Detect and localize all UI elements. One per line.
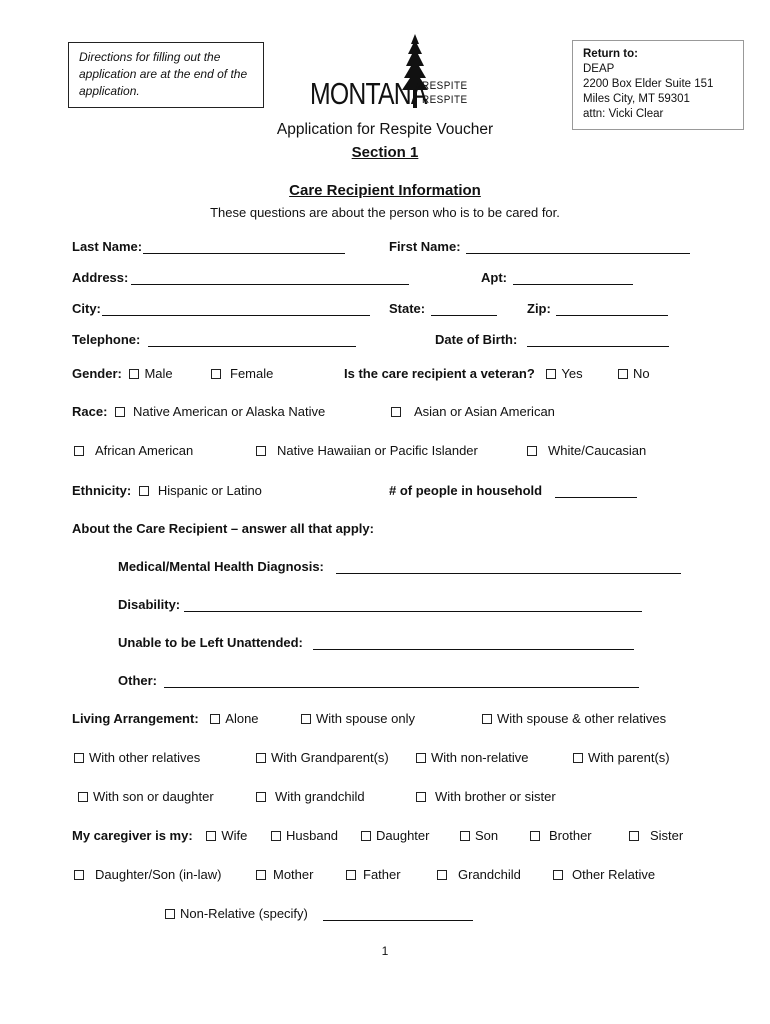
pacific-islander-checkbox[interactable] [256, 446, 266, 456]
caregiver-label: My caregiver is my: [72, 828, 193, 843]
section-subheading: These questions are about the person who is to be cared for. [210, 205, 560, 220]
grandparents-label: With Grandparent(s) [271, 750, 389, 765]
father-checkbox[interactable] [346, 870, 356, 880]
page-number: 1 [381, 944, 389, 958]
in-law-label: Daughter/Son (in-law) [95, 867, 222, 882]
non-relative-living-label: With non-relative [431, 750, 529, 765]
spouse-only-option [301, 711, 415, 726]
parents-checkbox[interactable] [573, 753, 583, 763]
veteran-no-option [618, 366, 650, 381]
grandparents-checkbox[interactable] [256, 753, 266, 763]
about-label: About the Care Recipient – answer all that apply: [72, 521, 374, 536]
pacific-islander-label: Native Hawaiian or Pacific Islander [277, 443, 478, 458]
male-checkbox[interactable] [129, 369, 139, 379]
mother-option [256, 867, 313, 882]
father-option [346, 867, 401, 882]
telephone-field[interactable] [148, 346, 356, 347]
dob-label: Date of Birth: [435, 332, 518, 347]
hispanic-checkbox[interactable] [139, 486, 149, 496]
veteran-yes-checkbox[interactable] [546, 369, 556, 379]
veteran-label: Is the care recipient a veteran? [344, 366, 535, 381]
return-line: DEAP [583, 63, 615, 75]
logo-montana: MONTANA [310, 76, 427, 111]
son-daughter-label: With son or daughter [93, 789, 214, 804]
sister-label: Sister [650, 828, 684, 843]
white-option [527, 443, 646, 458]
hispanic-label: Hispanic or Latino [157, 483, 262, 498]
in-law-option [74, 867, 221, 882]
spouse-relatives-checkbox[interactable] [482, 714, 492, 724]
spouse-relatives-option [482, 711, 666, 726]
veteran-no-checkbox[interactable] [618, 369, 628, 379]
return-to-title: Return to: [583, 48, 638, 60]
gender-row [72, 366, 173, 381]
spouse-only-label: With spouse only [316, 711, 415, 726]
grandparents-option [256, 750, 389, 765]
city-field[interactable] [102, 315, 370, 316]
husband-label: Husband [286, 828, 339, 843]
native-american-checkbox[interactable] [115, 407, 125, 417]
brother-checkbox[interactable] [530, 831, 540, 841]
medical-label: Medical/Mental Health Diagnosis: [118, 559, 324, 574]
document-title: Application for Respite Voucher [276, 121, 494, 138]
directions-text: Directions for filling out the application are at the end of the application. [79, 50, 248, 98]
female-option [211, 366, 273, 381]
other-field[interactable] [164, 687, 639, 688]
state-field[interactable] [431, 315, 497, 316]
mother-label: Mother [273, 867, 314, 882]
non-relative-caregiver-label: Non-Relative (specify) [180, 906, 308, 921]
other-relatives-checkbox[interactable] [74, 753, 84, 763]
return-line: 2200 Box Elder Suite 151 [583, 78, 714, 90]
grandchild-living-label: With grandchild [275, 789, 365, 804]
other-relatives-option [74, 750, 200, 765]
grandchild-caregiver-option [437, 867, 521, 882]
disability-label: Disability: [118, 597, 181, 612]
son-daughter-option [78, 789, 214, 804]
living-row-1 [72, 711, 259, 726]
section-heading [0, 182, 770, 199]
logo-respite-line1: RESPITE [422, 80, 468, 92]
other-label: Other: [118, 673, 157, 688]
living-label: Living Arrangement: [72, 711, 199, 726]
montana-respite-logo [308, 32, 468, 112]
male-label: Male [144, 366, 173, 381]
daughter-option [361, 828, 429, 843]
household-label: # of people in household [389, 483, 543, 498]
other-relative-checkbox[interactable] [553, 870, 563, 880]
last-name-field[interactable] [143, 253, 345, 254]
alone-checkbox[interactable] [210, 714, 220, 724]
spouse-relatives-label: With spouse & other relatives [497, 711, 667, 726]
caregiver-row-1 [72, 828, 247, 843]
sibling-label: With brother or sister [435, 789, 556, 804]
non-relative-caregiver-checkbox[interactable] [165, 909, 175, 919]
last-name-label: Last Name: [72, 239, 143, 254]
section-title [0, 144, 770, 161]
dob-field[interactable] [527, 346, 669, 347]
sister-option [629, 828, 683, 843]
asian-option [391, 404, 555, 419]
first-name-field[interactable] [466, 253, 690, 254]
mother-checkbox[interactable] [256, 870, 266, 880]
sister-checkbox[interactable] [629, 831, 639, 841]
first-name-label: First Name: [389, 239, 461, 254]
wife-checkbox[interactable] [206, 831, 216, 841]
african-american-label: African American [95, 443, 194, 458]
return-line: Miles City, MT 59301 [583, 93, 690, 105]
female-label: Female [230, 366, 274, 381]
zip-field[interactable] [556, 315, 668, 316]
son-checkbox[interactable] [460, 831, 470, 841]
unattended-field[interactable] [313, 649, 634, 650]
husband-option [271, 828, 338, 843]
son-daughter-checkbox[interactable] [78, 792, 88, 802]
sibling-checkbox[interactable] [416, 792, 426, 802]
veteran-yes-label: Yes [561, 366, 583, 381]
asian-label: Asian or Asian American [414, 404, 555, 419]
return-line: attn: Vicki Clear [583, 108, 664, 120]
section-heading-text: Care Recipient Information [289, 182, 481, 199]
ethnicity-label: Ethnicity: [72, 483, 132, 498]
son-option [460, 828, 498, 843]
race-label: Race: [72, 404, 108, 419]
address-field[interactable] [131, 284, 409, 285]
daughter-label: Daughter [376, 828, 430, 843]
african-american-option [74, 443, 193, 458]
other-relative-option [553, 867, 655, 882]
non-relative-living-checkbox[interactable] [416, 753, 426, 763]
non-relative-living-option [416, 750, 529, 765]
other-relatives-label: With other relatives [89, 750, 201, 765]
disability-field[interactable] [184, 611, 642, 612]
sibling-option [416, 789, 556, 804]
apt-label: Apt: [481, 270, 507, 285]
wife-label: Wife [221, 828, 248, 843]
unattended-label: Unable to be Left Unattended: [118, 635, 303, 650]
grandchild-living-option [256, 789, 365, 804]
in-law-checkbox[interactable] [74, 870, 84, 880]
african-american-checkbox[interactable] [74, 446, 84, 456]
daughter-checkbox[interactable] [361, 831, 371, 841]
husband-checkbox[interactable] [271, 831, 281, 841]
city-label: City: [72, 301, 101, 316]
household-field[interactable] [555, 497, 637, 498]
directions-box [68, 42, 264, 108]
veteran-no-label: No [633, 366, 650, 381]
address-label: Address: [72, 270, 129, 285]
state-label: State: [389, 301, 426, 316]
grandchild-living-checkbox[interactable] [256, 792, 266, 802]
section-title-text: Section 1 [351, 144, 419, 161]
father-label: Father [363, 867, 401, 882]
grandchild-caregiver-label: Grandchild [458, 867, 521, 882]
parents-option [573, 750, 670, 765]
return-to-box [572, 40, 744, 130]
veteran-question [344, 366, 583, 381]
ethnicity-row [72, 483, 262, 498]
logo-respite-line2: RESPITE [422, 94, 468, 106]
female-checkbox[interactable] [211, 369, 221, 379]
medical-field[interactable] [336, 573, 681, 574]
alone-label: Alone [225, 711, 259, 726]
brother-label: Brother [549, 828, 592, 843]
asian-checkbox[interactable] [391, 407, 401, 417]
non-relative-specify-field[interactable] [323, 920, 473, 921]
spouse-only-checkbox[interactable] [301, 714, 311, 724]
grandchild-caregiver-checkbox[interactable] [437, 870, 447, 880]
brother-option [530, 828, 592, 843]
white-checkbox[interactable] [527, 446, 537, 456]
white-label: White/Caucasian [548, 443, 647, 458]
gender-label: Gender: [72, 366, 122, 381]
apt-field[interactable] [513, 284, 633, 285]
telephone-label: Telephone: [72, 332, 141, 347]
pacific-islander-option [256, 443, 478, 458]
zip-label: Zip: [527, 301, 551, 316]
non-relative-caregiver-option [165, 906, 308, 921]
other-relative-label: Other Relative [572, 867, 656, 882]
native-american-label: Native American or Alaska Native [133, 404, 326, 419]
race-row-1 [72, 404, 325, 419]
son-label: Son [475, 828, 499, 843]
parents-label: With parent(s) [588, 750, 670, 765]
